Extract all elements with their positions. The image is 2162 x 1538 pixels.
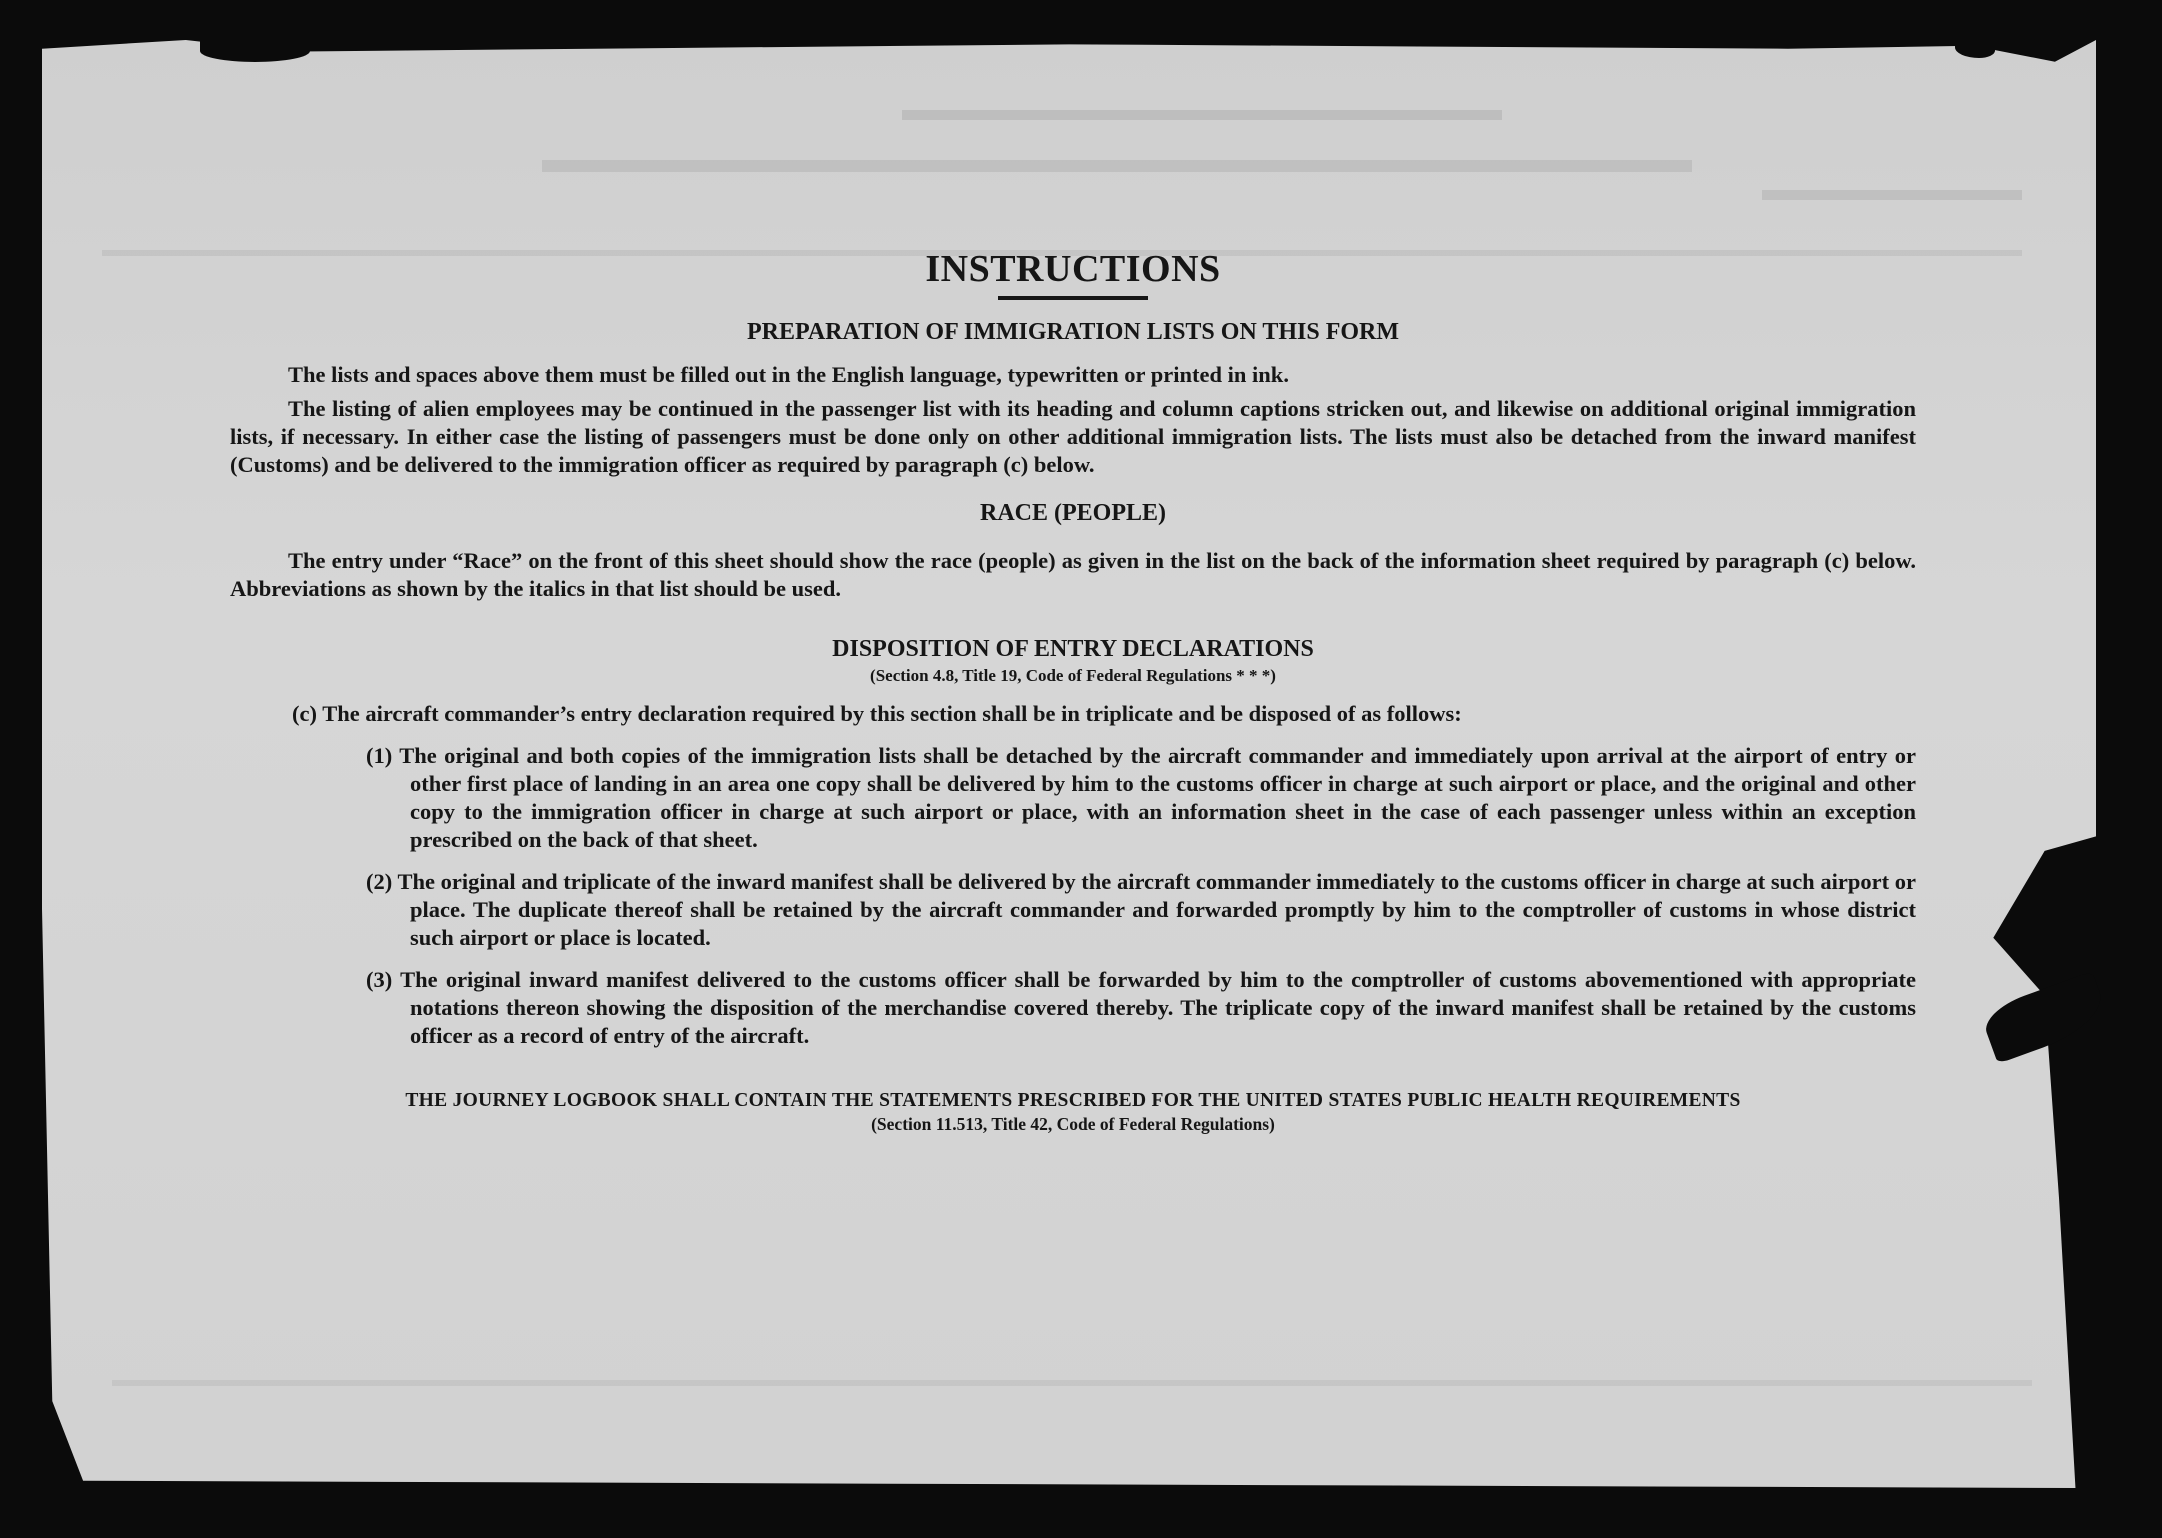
footer-statement: THE JOURNEY LOGBOOK SHALL CONTAIN THE STATEMENTS PRESCRIBED FOR THE UNITED STATES PUBLIC HEALTH REQUIREMENTS bbox=[405, 1090, 1741, 1112]
section-heading-disposition: DISPOSITION OF ENTRY DECLARATIONS bbox=[832, 636, 1314, 663]
section-heading-preparation: PREPARATION OF IMMIGRATION LISTS ON THIS FORM bbox=[746, 318, 1400, 345]
bleed-through-line bbox=[542, 160, 1692, 172]
preparation-paragraph-2: The listing of alien employees may be continued in the passenger list with its heading and column captions stricken out, and likewise on additional original immigration lists, if necessary. In either case the listing of passengers must be done only on other additional immigration lists. The lists must also be detached from the inward manifest (Customs) and be delivered to the immigration officer as required by paragraph (c) below. bbox=[230, 395, 1916, 477]
bleed-through-line bbox=[112, 1380, 2032, 1386]
disposition-item-3: (3) The original inward manifest delivered to the customs officer shall be forwarded by him to the comptroller of customs abovementioned with appropriate notations thereon showing the disposition of the merchandise covered thereby. The triplicate copy of the inward manifest shall be retained by the customs officer as a record of entry of the aircraft. bbox=[366, 967, 1916, 1049]
instructions-content bbox=[230, 250, 1916, 1135]
title-underline bbox=[998, 296, 1148, 300]
disposition-intro: (c) The aircraft commander’s entry declaration required by this section shall be in triplicate and be disposed of as follows: bbox=[292, 701, 1462, 727]
preparation-paragraph-1: The lists and spaces above them must be filled out in the English language, typewritten or printed in ink. bbox=[288, 361, 1289, 387]
page-title: INSTRUCTIONS bbox=[925, 248, 1221, 290]
bleed-through-line bbox=[902, 110, 1502, 120]
disposition-item-2: (2) The original and triplicate of the inward manifest shall be delivered by the aircraft commander immediately to the customs officer in charge at such airport or place. The duplicate thereof shall be retained by the aircraft commander and forwarded promptly by him to the comptroller of customs in whose district such airport or place is located. bbox=[366, 869, 1916, 951]
footer-citation: (Section 11.513, Title 42, Code of Federal Regulations) bbox=[871, 1114, 1275, 1135]
bleed-through-line bbox=[1762, 190, 2022, 200]
race-paragraph: The entry under “Race” on the front of this sheet should show the race (people) as given in the list on the back of the information sheet required by paragraph (c) below. Abbreviations as shown by the italics in that list should be used. bbox=[230, 548, 1916, 602]
disposition-item-1: (1) The original and both copies of the immigration lists shall be detached by the aircraft commander and immediately upon arrival at the airport of entry or other first place of landing in an area one copy shall be delivered by him to the customs officer in charge at such airport or place, and the original and other copy to the immigration officer in charge at such airport or place, with an information sheet in the case of each passenger unless within an exception prescribed on the back of that sheet. bbox=[366, 743, 1916, 853]
disposition-citation: (Section 4.8, Title 19, Code of Federal Regulations * * *) bbox=[870, 666, 1276, 686]
section-heading-race: RACE (PEOPLE) bbox=[980, 499, 1166, 526]
paper-tear bbox=[200, 40, 310, 62]
